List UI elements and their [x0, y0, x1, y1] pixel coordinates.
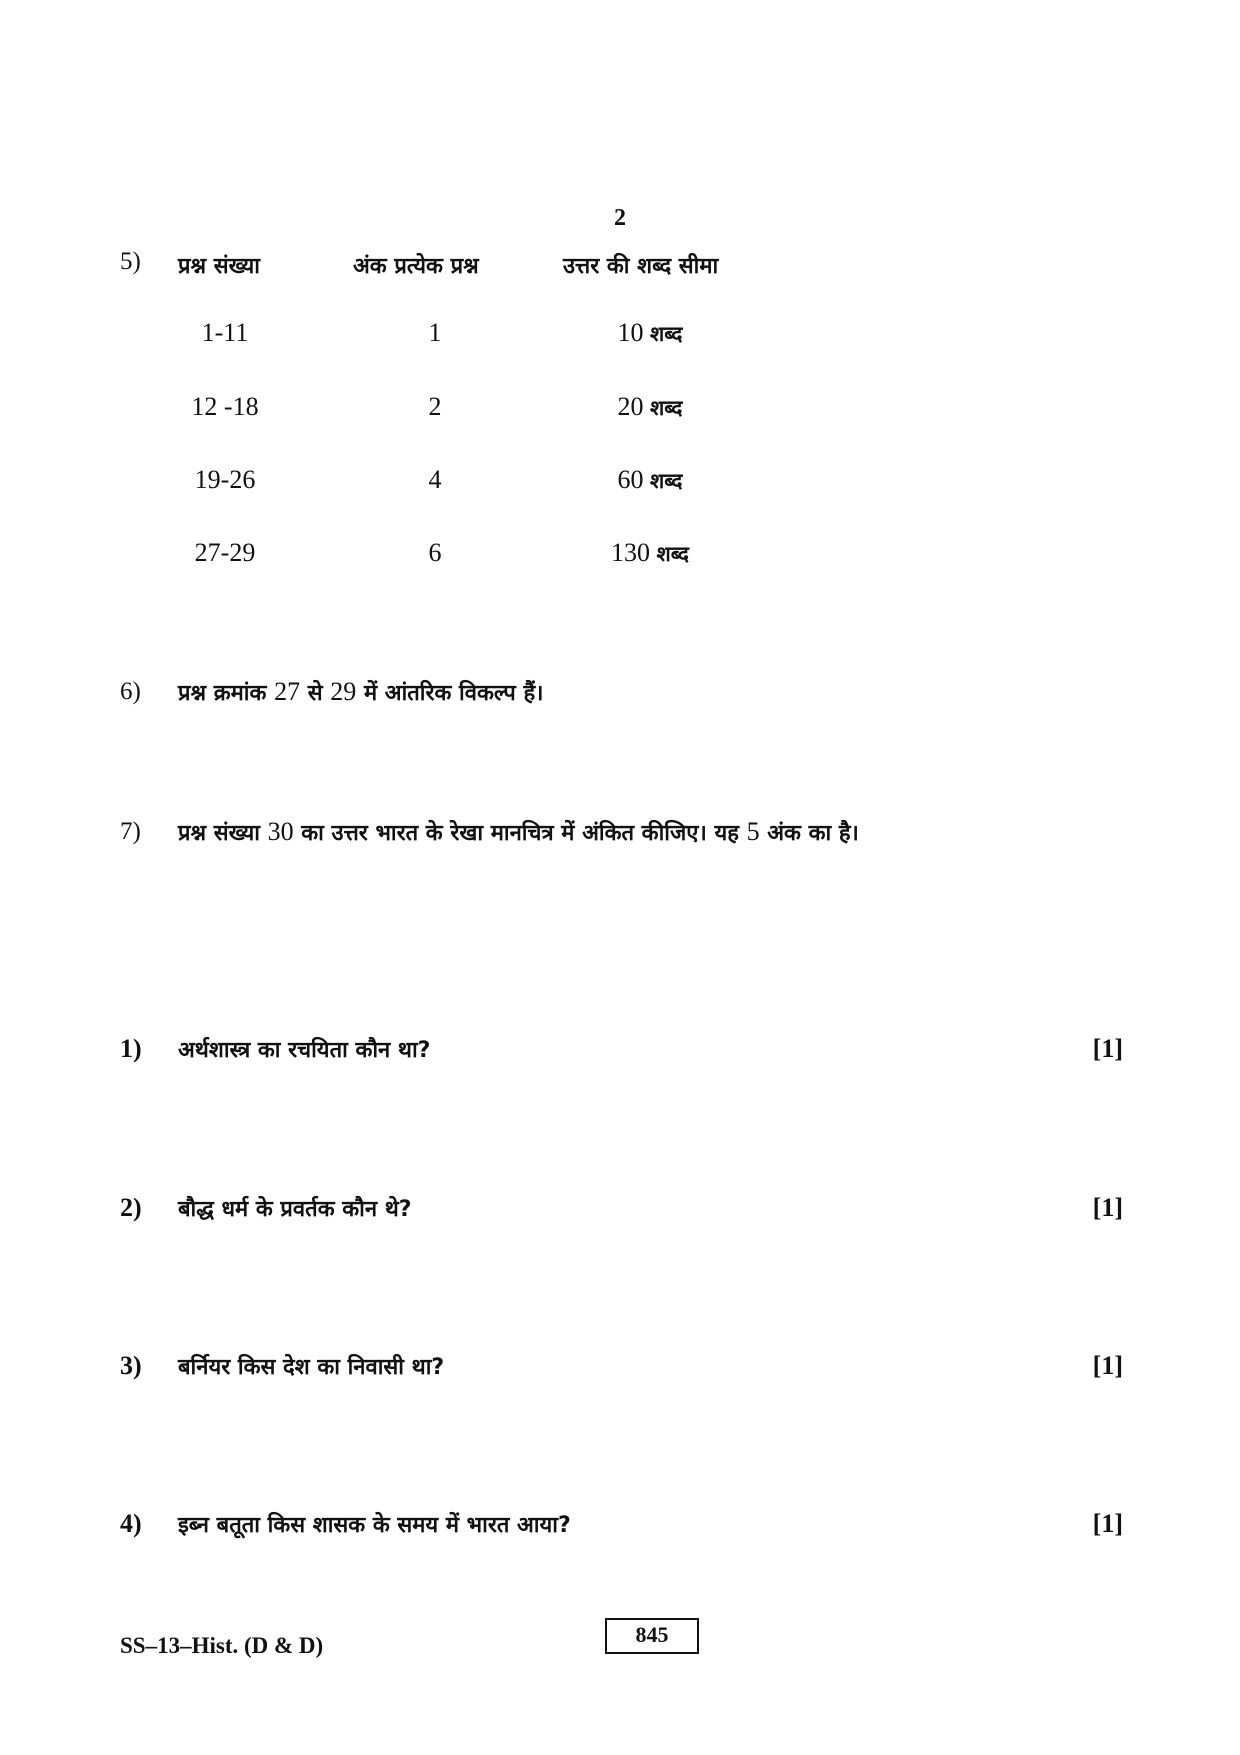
table-cell-marks: 4	[428, 465, 442, 494]
table-cell-words	[570, 538, 730, 568]
words-unit: शब्द	[650, 469, 683, 493]
question-3-text: बर्नियर किस देश का निवासी था?	[178, 1355, 445, 1380]
table-header-word-limit: उत्तर की शब्द सीमा	[563, 254, 719, 279]
instruction-7-text: प्रश्न संख्या 30 का उत्तर भारत के रेखा मानचित्र में अंकित कीजिए। यह 5 अंक का है।	[178, 817, 859, 846]
table-cell-marks: 6	[428, 538, 442, 567]
question-4-number: 4)	[120, 1509, 142, 1538]
words-number: 20	[617, 392, 644, 421]
table-cell-words	[570, 318, 730, 348]
table-header-question-number: प्रश्न संख्या	[178, 254, 260, 279]
words-number: 60	[617, 465, 644, 494]
instruction-6-number: 6)	[120, 678, 141, 705]
instruction-5-number: 5)	[120, 248, 141, 275]
question-4-marks: [1]	[1092, 1509, 1123, 1538]
instruction-6-text: प्रश्न क्रमांक 27 से 29 में आंतरिक विकल्प हैं।	[178, 677, 544, 706]
words-number: 130	[611, 538, 651, 567]
question-4-text: इब्न बतूता किस शासक के समय में भारत आया?	[178, 1513, 571, 1538]
table-cell-words	[570, 392, 730, 422]
question-2-text: बौद्ध धर्म के प्रवर्तक कौन थे?	[178, 1197, 412, 1222]
words-unit: शब्द	[650, 322, 683, 346]
table-cell-range: 12 -18	[191, 392, 259, 421]
table-cell-range: 1-11	[201, 318, 249, 347]
question-3-marks: [1]	[1092, 1351, 1123, 1380]
question-1-number: 1)	[120, 1034, 142, 1063]
page-number: 2	[614, 205, 626, 231]
footer-page-code: 845	[605, 1618, 699, 1654]
question-2-marks: [1]	[1092, 1193, 1123, 1222]
table-cell-marks: 2	[428, 392, 442, 421]
table-header-marks-each: अंक प्रत्येक प्रश्न	[353, 254, 479, 279]
words-number: 10	[617, 318, 644, 347]
footer-paper-code: SS–13–Hist. (D & D)	[120, 1633, 324, 1658]
question-3-number: 3)	[120, 1351, 142, 1380]
question-1-marks: [1]	[1092, 1034, 1123, 1063]
words-unit: शब्द	[656, 542, 689, 566]
question-1-text: अर्थशास्त्र का रचयिता कौन था?	[178, 1038, 431, 1063]
question-2-number: 2)	[120, 1193, 142, 1222]
table-cell-words	[570, 465, 730, 495]
table-cell-range: 19-26	[194, 465, 256, 494]
table-cell-marks: 1	[428, 318, 442, 347]
table-cell-range: 27-29	[194, 538, 256, 567]
words-unit: शब्द	[650, 396, 683, 420]
instruction-7-number: 7)	[120, 818, 141, 845]
